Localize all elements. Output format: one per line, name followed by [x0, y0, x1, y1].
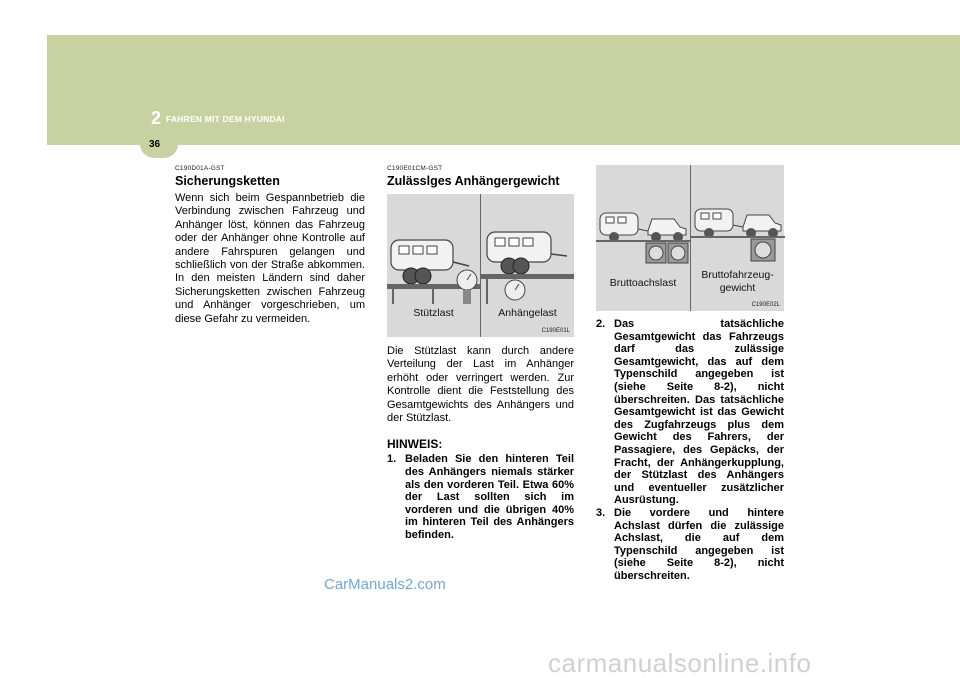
- list-item-text: Die vordere und hintere Achslast dürfen die zulässige Achslast, die auf dem Typenschild angegeben ist (siehe Seite 8-2), nicht überschreiten.: [614, 506, 784, 582]
- section-anhaengergewicht: [387, 165, 574, 542]
- section-code: C190E01CM-GST: [387, 165, 443, 172]
- list-item-number: 3.: [596, 506, 606, 519]
- list-item: [596, 318, 784, 507]
- figure-label-right: Anhängelast: [498, 307, 557, 319]
- section-sicherungsketten: [175, 165, 365, 326]
- note-list: [387, 453, 574, 541]
- list-item-text: Das tatsächliche Gesamtgewicht das Fahrzeugs darf das zulässige Gesamtgewicht, das auf dem Typenschild angegeben ist (siehe Seite 8-2), nicht überschreiten. Das tatsächliche Gesamtgewicht ist das Gewicht des Zugfahrzeugs plus dem Gewicht des Fahrers, der Passagiere, des Gepäcks, der Fracht, der Anhängerkupplung, der Stützlast des Anhängers und eventueller zusätzlicher Ausrüstung.: [614, 318, 784, 507]
- figure-code: C190E02L: [751, 302, 780, 308]
- list-item: [596, 507, 784, 583]
- watermark-link[interactable]: CarManuals2.com: [324, 576, 446, 593]
- page-number: 36: [149, 139, 161, 150]
- section-body: Wenn sich beim Gespannbetrieb die Verbindung zwischen Fahrzeug und Anhänger löst, können das Fahrzeug oder der Anhänger ohne Kontrolle auf andere Fahrspuren gelangen und schließlich von der Straße abkommen. In den meisten Ländern sind daher Sicherungsketten zwischen Fahrzeug und Anhänger vorgeschrieben, um diese Gefahr zu vermeiden.: [175, 192, 365, 325]
- list-item: [387, 453, 574, 541]
- weight-rules-list: [596, 318, 784, 582]
- section-gesamtgewicht: [596, 165, 784, 582]
- figure-label-left: Bruttoachslast: [609, 277, 677, 289]
- list-item-number: 1.: [387, 453, 397, 466]
- figure-label-left: Stützlast: [413, 307, 454, 319]
- gross-weight-figure: [596, 165, 784, 311]
- figure-label-right: Bruttofahrzeug- gewicht: [701, 269, 774, 294]
- section-body: Die Stützlast kann durch andere Verteilung der Last im Anhänger erhöht oder verringert werden. Zur Kontrolle dient die Feststellung des Gesamtgewichts des Anhängers und der Stützlast.: [387, 345, 574, 425]
- chapter-title: FAHREN MIT DEM HYUNDAI: [166, 114, 285, 124]
- note-title: HINWEIS:: [387, 437, 443, 452]
- section-heading: Sicherungsketten: [175, 174, 280, 188]
- footer-watermark: carmanualsonline.info: [548, 648, 812, 678]
- list-item-text: Beladen Sie den hinteren Teil des Anhängers niemals stärker als den vorderen Teil. Etwa 60% der Last sollten sich im vorderen und die übrigen 40% im hinteren Teil des Anhängers befinden.: [405, 453, 574, 541]
- section-heading: Zulässlges Anhängergewicht: [387, 174, 560, 188]
- trailer-weight-figure: [387, 194, 574, 337]
- section-code: C190D01A-GST: [175, 165, 225, 172]
- figure-code: C190E01L: [541, 328, 570, 334]
- list-item-number: 2.: [596, 318, 606, 330]
- tongue-load-illustration: [387, 202, 480, 312]
- trailer-load-illustration: [481, 202, 574, 312]
- chapter-number: 2: [151, 108, 162, 128]
